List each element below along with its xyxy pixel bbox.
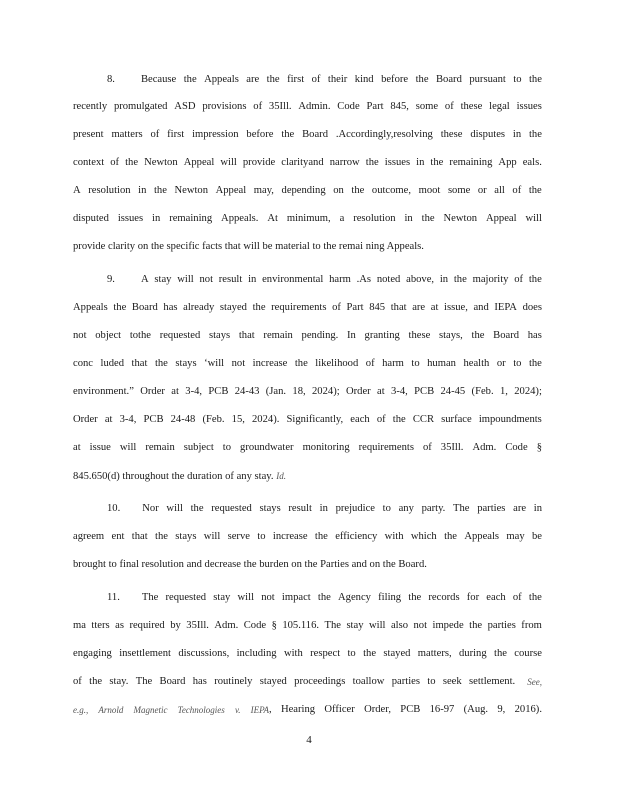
paragraph-11-last-line (73, 703, 542, 717)
paragraph-8-line: A resolution in the Newton Appeal may, depending on the outcome, moot some or all of the (73, 185, 542, 196)
paragraph-text: Because the Appeals are the first of their kind before the Board pursuant to the (140, 74, 542, 85)
paragraph-8-line-1 (107, 73, 542, 87)
paragraph-9-line: Appeals the Board has already stayed the requirements of Part 845 that are at issue, and IEPA does (73, 302, 542, 313)
paragraph-9-line: environment.” Order at 3-4, PCB 24-43 (Jan. 18, 2024); Order at 3-4, PCB 24-45 (Feb. 1, 2024); (73, 386, 542, 397)
paragraph-text: 845.650(d) throughout the duration of any stay. (73, 471, 274, 482)
paragraph-8-line: context of the Newton Appeal will provide clarityand narrow the issues in the remaining App eals. (73, 157, 542, 168)
paragraph-10-line-1 (107, 502, 542, 516)
paragraph-8-line: recently promulgated ASD provisions of 35Ill. Admin. Code Part 845, some of these legal issues (73, 101, 542, 112)
paragraph-11-line-1 (107, 591, 542, 605)
paragraph-9-line-1 (107, 273, 542, 287)
page-number: 4 (306, 734, 312, 746)
paragraph-text: of the stay. The Board has routinely stayed proceedings toallow parties to seek settlement. (73, 676, 516, 687)
paragraph-number: 9. (107, 274, 115, 285)
paragraph-8-line: present matters of first impression before the Board .Accordingly,resolving these disputes in the (73, 129, 542, 140)
paragraph-8-line: disputed issues in remaining Appeals. At minimum, a resolution in the Newton Appeal will (73, 213, 542, 224)
citation-id: Id. (276, 471, 286, 481)
paragraph-11-line: ma tters as required by 35Ill. Adm. Code § 105.116. The stay will also not impede the parties from (73, 620, 542, 631)
paragraph-9-line: not object tothe requested stays that remain pending. In granting these stays, the Board has (73, 330, 542, 341)
paragraph-text: , Hearing Officer Order, PCB 16-97 (Aug. 9, 2016). (269, 704, 542, 715)
paragraph-11-line: engaging insettlement discussions, including with respect to the stayed matters, during the course (73, 648, 542, 659)
paragraph-9-last-line (73, 469, 542, 484)
paragraph-10-line: agreem ent that the stays will serve to increase the efficiency with which the Appeals may be (73, 531, 542, 542)
citation-see: See, (527, 677, 542, 687)
paragraph-9-line: at issue will remain subject to groundwater monitoring requirements of 35Ill. Adm. Code § (73, 442, 542, 453)
paragraph-9-line: Order at 3-4, PCB 24-48 (Feb. 15, 2024). Significantly, each of the CCR surface impoundments (73, 414, 542, 425)
case-citation: e.g., Arnold Magnetic Technologies v. IEPA (73, 705, 269, 715)
paragraph-8-line: provide clarity on the specific facts that will be material to the remai ning Appeals. (73, 241, 424, 252)
paragraph-number: 10. (107, 503, 121, 514)
paragraph-number: 11. (107, 592, 120, 603)
paragraph-9-line: conc luded that the stays ‘will not increase the likelihood of harm to human health or to the (73, 358, 542, 369)
paragraph-10-line: brought to final resolution and decrease the burden on the Parties and on the Board. (73, 559, 427, 570)
paragraph-text: Nor will the requested stays result in prejudice to any party. The parties are in (142, 503, 542, 514)
paragraph-11-line-4 (73, 675, 542, 689)
paragraph-text: The requested stay will not impact the Agency filing the records for each of the (141, 592, 542, 603)
paragraph-number: 8. (107, 74, 115, 85)
paragraph-text: A stay will not result in environmental harm .As noted above, in the majority of the (140, 274, 542, 285)
